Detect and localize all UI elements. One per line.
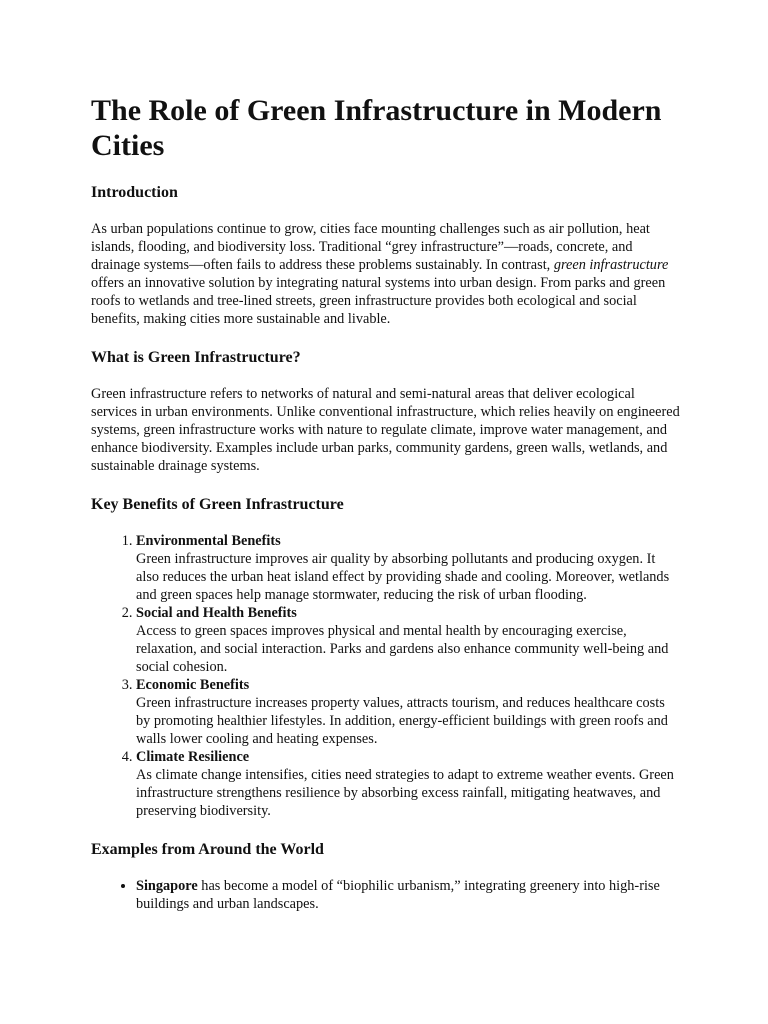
examples-list bbox=[91, 877, 681, 913]
what-is-heading: What is Green Infrastructure? bbox=[91, 349, 301, 366]
benefit-title: 2. Social and Health Benefits bbox=[136, 605, 297, 621]
what-is-paragraph: Green infrastructure refers to networks of natural and semi-natural areas that deliver ecological services in urban environments. Unlike conventional infrastructure, which relies heavily on engineered systems, green infrastructure works with nature to regulate climate, improve water management, and enhance biodiversity. Examples include urban parks, community gardens, green walls, wetlands, and sustainable drainage systems. bbox=[91, 386, 680, 474]
benefit-title: 3. Economic Benefits bbox=[136, 677, 250, 693]
benefit-title: 1. Environmental Benefits bbox=[136, 533, 281, 549]
benefit-body: As climate change intensifies, cities need strategies to adapt to extreme weather events. Green infrastructure strengthens resilience by absorbing excess rainfall, mitigating heatwaves, and preserving biodiversity. bbox=[136, 767, 674, 819]
introduction-heading: Introduction bbox=[91, 184, 178, 201]
benefit-body: Green infrastructure improves air quality by absorbing pollutants and producing oxygen. It also reduces the urban heat island effect by providing shade and cooling. Moreover, wetlands and green spaces help manage stormwater, reducing the risk of urban flooding. bbox=[136, 551, 670, 603]
document-page bbox=[91, 93, 681, 913]
list-item bbox=[136, 676, 681, 748]
introduction-text-end: offers an innovative solution by integrating natural systems into urban design. From parks and green roofs to wetlands and tree-lined streets, green infrastructure provides both ecological and social benefits, making cities more sustainable and livable. bbox=[91, 275, 666, 327]
example-text: has become a model of “biophilic urbanism,” integrating greenery into high-rise buildings and urban landscapes. bbox=[136, 878, 660, 912]
document-title: The Role of Green Infrastructure in Modern Cities bbox=[91, 94, 662, 162]
benefit-title: 4. Climate Resilience bbox=[136, 749, 250, 765]
benefit-body: Green infrastructure increases property values, attracts tourism, and reduces healthcare costs by promoting healthier lifestyles. In addition, energy-efficient buildings with green roofs and walls lower cooling and heating expenses. bbox=[136, 695, 668, 747]
list-item bbox=[136, 748, 681, 820]
benefit-body: Access to green spaces improves physical and mental health by encouraging exercise, relaxation, and social interaction. Parks and gardens also enhance community well-being and social cohesion. bbox=[136, 623, 669, 675]
introduction-emphasis: green infrastructure bbox=[553, 257, 669, 273]
examples-heading: Examples from Around the World bbox=[91, 841, 324, 858]
example-name: Singapore bbox=[136, 878, 198, 894]
list-item bbox=[136, 604, 681, 676]
list-item bbox=[136, 877, 681, 913]
introduction-text-start: As urban populations continue to grow, cities face mounting challenges such as air pollution, heat islands, flooding, and biodiversity loss. Traditional “grey infrastructure”—roads, concrete, and drainage systems—often fails to address these problems sustainably. In contrast, bbox=[91, 221, 650, 273]
introduction-paragraph bbox=[91, 220, 681, 328]
benefits-list bbox=[91, 532, 681, 820]
list-item bbox=[136, 532, 681, 604]
benefits-heading: Key Benefits of Green Infrastructure bbox=[91, 496, 344, 513]
